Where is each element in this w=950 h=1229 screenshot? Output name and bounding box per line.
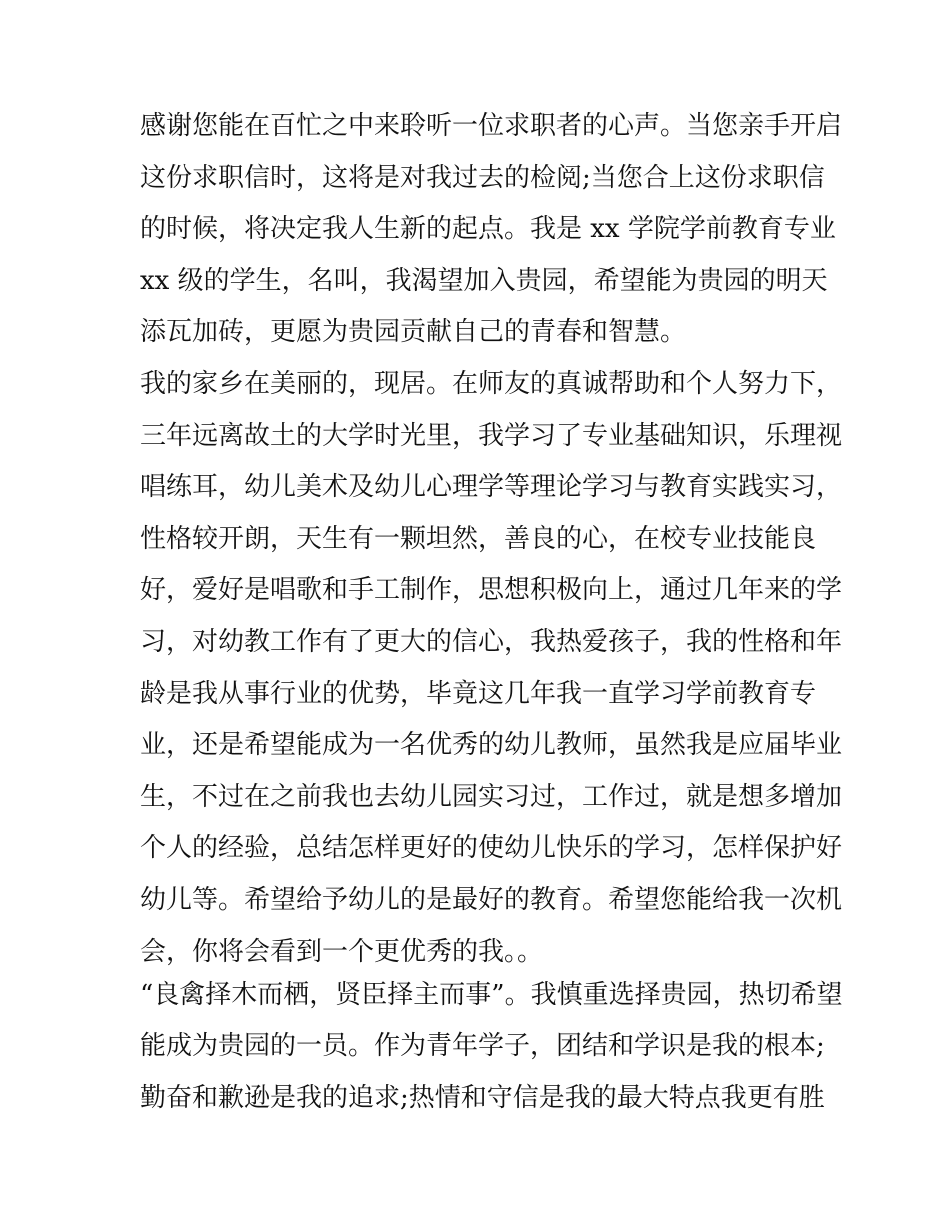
text-line: 我的家乡在美丽的，现居。在师友的真诚帮助和个人努力下， (140, 369, 843, 399)
text-line: 能成为贵园的一员。作为青年学子，团结和学识是我的根本; (140, 1031, 825, 1061)
text-line: 业，还是希望能成为一名优秀的幼儿教师，虽然我是应届毕业 (140, 730, 843, 760)
text-line: 添瓦加砖，更愿为贵园贡献自己的青春和智慧。 (140, 317, 687, 347)
text-line: xx 级的学生，名叫，我渴望加入贵园，希望能为贵园的明天 (140, 266, 828, 296)
text-line: 生，不过在之前我也去幼儿园实习过，工作过，就是想多增加 (140, 782, 843, 812)
text-line: 习，对幼教工作有了更大的信心，我热爱孩子，我的性格和年 (140, 627, 843, 657)
text-line: 龄是我从事行业的优势，毕竟这几年我一直学习学前教育专 (140, 679, 817, 709)
text-line: 性格较开朗，天生有一颗坦然，善良的心，在校专业技能良 (140, 524, 817, 554)
text-line: 这份求职信时，这将是对我过去的检阅;当您合上这份求职信 (140, 163, 825, 193)
text-line: 个人的经验，总结怎样更好的使幼儿快乐的学习，怎样保护好 (140, 833, 843, 863)
text-line: 三年远离故土的大学时光里，我学习了专业基础知识，乐理视 (140, 421, 843, 451)
text-line: “良禽择木而栖，贤臣择主而事”。我慎重选择贵园，热切希望 (140, 980, 843, 1010)
text-line: 的时候，将决定我人生新的起点。我是 xx 学院学前教育专业 (140, 214, 836, 244)
text-line: 会，你将会看到一个更优秀的我。。 (140, 937, 544, 967)
text-line: 唱练耳，幼儿美术及幼儿心理学等理论学习与教育实践实习， (140, 472, 843, 502)
text-line: 感谢您能在百忙之中来聆听一位求职者的心声。当您亲手开启 (140, 111, 843, 141)
text-line: 勤奋和歉逊是我的追求;热情和守信是我的最大特点我更有胜 (140, 1083, 825, 1113)
text-line: 幼儿等。希望给予幼儿的是最好的教育。希望您能给我一次机 (140, 885, 843, 915)
text-line: 好，爱好是唱歌和手工制作，思想积极向上，通过几年来的学 (140, 575, 843, 605)
